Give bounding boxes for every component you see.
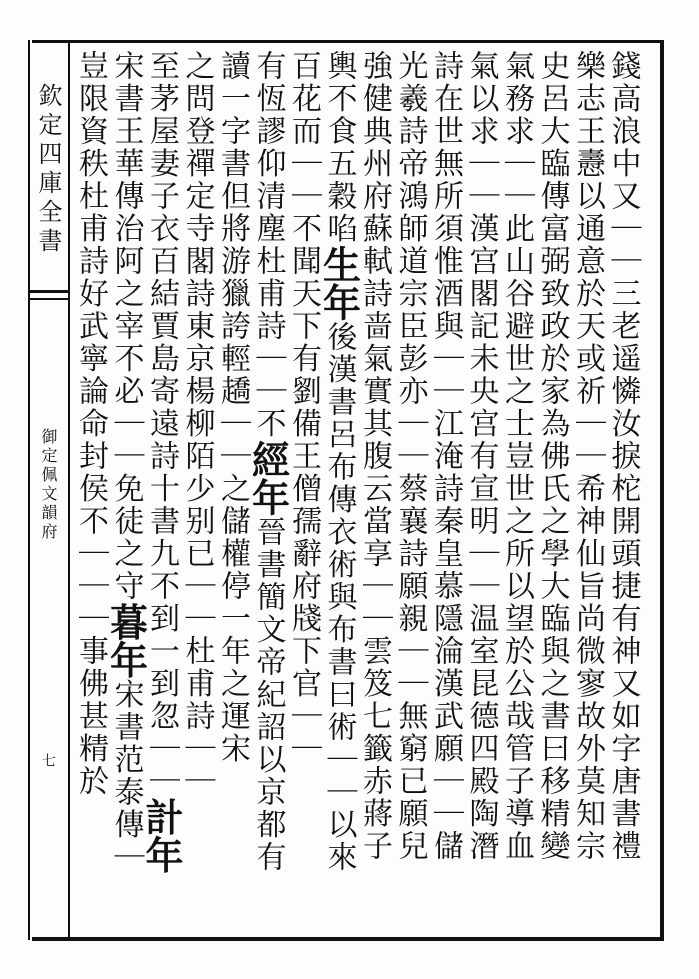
margin-fishtail-top: [30, 290, 68, 293]
margin-fishtail-bottom: [30, 298, 68, 300]
top-border: [32, 40, 664, 43]
text-segment: 錢高浪中又｜｜三老遥憐汝捩柁開頭捷有神又如字唐書禮: [605, 50, 641, 863]
text-segment: 氣以求｜｜漢宫閣記未央宫有宣明｜｜温室昆德四殿陶潛: [463, 50, 499, 863]
book-subtitle: 御定佩文韻府: [39, 428, 58, 542]
text-segment: 有恆謬仰清塵杜甫詩｜｜不: [250, 50, 286, 440]
text-segment: 不聞天下有劉備王僧孺辭府牋下官｜｜: [286, 212, 321, 765]
bottom-border: [32, 937, 664, 941]
text-segment: 百花而｜｜: [286, 50, 321, 213]
text-column: [139, 50, 184, 930]
text-segment: 光羲詩帝鴻師道宗臣彭亦｜｜蔡襄詩願親｜｜無窮已願兒: [392, 50, 428, 863]
text-segment: 氣務求｜｜此山谷避世之士豈世之所以望於公哉管子導血: [499, 50, 534, 863]
text-column: [567, 50, 607, 930]
headword: 生年: [316, 245, 362, 321]
headword: 計年: [139, 797, 184, 874]
text-segment: 讀一字書但將游獵誇輕趫: [215, 50, 250, 408]
text-segment: ｜｜之儲權停一年之運宋: [215, 407, 250, 765]
body-text: [70, 50, 640, 930]
text-column: [496, 50, 536, 930]
text-column: [103, 50, 149, 930]
text-segment: 樂志王㦞以通意於天或祈｜｜希神仙旨尚微寥故外莫知宗: [570, 50, 605, 863]
text-segment: 豈限資秩杜甫詩好武寧論命封侯不｜｜: [73, 50, 108, 603]
text-segment: ｜事佛甚精於: [73, 602, 108, 798]
text-segment: 詩在世無所須惟酒與｜｜江淹詩秦皇慕隱淪漢武願｜｜儲: [428, 50, 463, 863]
text-column: [461, 50, 501, 930]
text-column: [603, 50, 643, 930]
text-segment: 史呂大臨傳富弼致政於家為佛氏之學大臨與之書曰移精變: [534, 50, 570, 863]
text-segment: 宋書范泰傳｜: [108, 678, 144, 874]
text-column: [354, 50, 394, 930]
text-column: [390, 50, 430, 930]
text-segment: 輿不食五穀啗: [321, 50, 357, 245]
headword: 暮年: [103, 602, 149, 679]
text-column: [425, 50, 465, 930]
page-number: 七: [40, 753, 56, 767]
headword: 經年: [245, 440, 291, 516]
text-segment: 後漢書呂布傳衣術與布書曰術｜｜以來: [321, 321, 357, 874]
text-segment: 宋書王華傳治阿之宰不必｜｜免徒之守: [108, 50, 144, 603]
right-border: [660, 40, 664, 940]
text-column: [316, 50, 362, 930]
text-segment: 強健典州府蘇軾詩啬氣實其腹云當享｜｜雲笈七籤赤蔣子: [357, 50, 392, 863]
text-column: [532, 50, 572, 930]
text-column: [245, 50, 291, 930]
text-segment: 至茅屋妻子衣百結賈島寄遠詩十書九不到一到忽｜｜: [144, 50, 179, 798]
text-segment: 晉書簡文帝紀詔以京都有: [250, 516, 286, 874]
text-column: [70, 50, 110, 930]
book-title: 欽定四庫全書: [34, 83, 62, 257]
text-segment: 之問登禪定寺閣詩東京楊柳陌少别已｜｜杜甫詩｜｜: [179, 50, 215, 798]
text-column: [212, 50, 252, 930]
